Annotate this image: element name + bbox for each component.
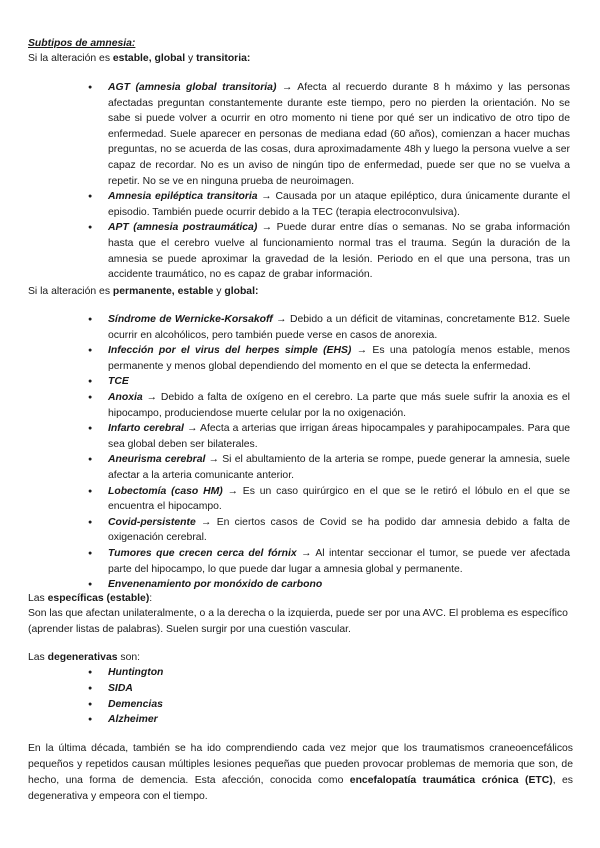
item-text: → Es una patología menos estable, menos permanente y menos global dependiendo del momento en el que se detecta la enfermedad. — [108, 345, 570, 372]
degenerative-prefix: Las — [28, 652, 48, 663]
item-term: Infección por el virus del herpes simple (EHS) — [108, 345, 352, 357]
item-text: → Al intentar seccionar el tumor, se puede ver afectada parte del hipocampo, lo que puede dar lugar a amnesia global y permanente. — [108, 547, 570, 575]
intro-permanent — [28, 284, 258, 300]
item-text: → Causada por un ataque epiléptico, dura únicamente durante el episodio. También puede ocurrir debido a la TEC (terapia electroconvulsiva). — [108, 191, 570, 218]
list-item — [108, 484, 570, 515]
closing-text: En la última década, también se ha ido comprendiendo cada vez mejor que los traumatismos craneoencefálicos pequeños y repetidos causan múltiples lesiones pequeñas que pueden provocar problemas de memoria que son, de hecho, una forma de demencia. Esta afección, conocida como — [28, 743, 573, 786]
permanent-list — [108, 312, 570, 593]
degenerative-heading — [28, 650, 140, 666]
closing-bold: encefalopatía traumática crónica (ETC) — [349, 775, 553, 786]
list-item — [108, 697, 570, 713]
intro-transient-bold2: transitoria — [196, 53, 247, 64]
degenerative-suffix: son: — [117, 652, 141, 663]
item-text: → Es un caso quirúrgico en el que se le retiró el lóbulo en el que se encuentra el hipocampo. — [108, 485, 570, 513]
item-term: SIDA — [108, 682, 133, 694]
transient-list — [108, 80, 570, 283]
intro-permanent-bold: permanente, estable — [112, 286, 214, 297]
item-term: Demencias — [108, 698, 163, 710]
list-item — [108, 515, 570, 546]
list-item — [108, 681, 570, 697]
item-text: → Debido a falta de oxígeno en el cerebro. La parte que más suele sufrir la anoxia es el hipocampo, produciendose muerte celular por la no oxigenación. — [108, 391, 570, 419]
list-item — [108, 189, 570, 220]
list-item — [108, 312, 570, 343]
list-item — [108, 220, 570, 282]
item-term: Lobectomía (caso HM) — [108, 485, 223, 497]
intro-transient-mid: y — [185, 53, 197, 64]
closing-suffix: , es degenerativa y empeora con el tiempo. — [28, 775, 573, 802]
specific-heading — [28, 591, 152, 607]
item-term: AGT (amnesia global transitoria) — [108, 82, 277, 93]
item-term: Amnesia epiléptica transitoria — [108, 191, 258, 203]
item-term: Envenenamiento por monóxido de carbono — [108, 579, 323, 591]
item-term: Alzheimer — [108, 714, 158, 726]
item-text: → En ciertos casos de Covid se ha podido dar amnesia debido a falta de oxigenación cerebral. — [108, 516, 570, 544]
list-item — [108, 712, 570, 728]
item-term: Huntington — [108, 667, 164, 678]
item-text: → Afecta al recuerdo durante 8 h máximo y las personas afectadas preguntan constantemente durante este tiempo, pero no pierden la orientación. No se sabe si puede volver a ocurrir en otro momento ni tiene por qué ser un indicativo de otro tipo de enfermedad. Suele aparecer en personas de mediana edad (60 años), comienzan a hacer muchas preguntas, no se acuerda de las cosas, dura aproximadamente 48h y luego la persona vuelve a ser capaz de recordar. No es un aviso de ningún tipo de enfermedad, puede ser que no se vuelva a repetir. No se ve en ninguna prueba de neuroimagen. — [108, 82, 570, 187]
degenerative-bold: degenerativas — [47, 652, 118, 663]
intro-transient-suffix: : — [246, 53, 251, 64]
item-term: Aneurisma cerebral — [108, 454, 206, 466]
specific-suffix: : — [149, 593, 153, 604]
intro-permanent-prefix: Si la alteración es — [28, 286, 113, 297]
intro-permanent-bold2: global — [224, 286, 255, 297]
list-item — [108, 452, 570, 483]
list-item — [108, 343, 570, 374]
item-text: → Si el abultamiento de la arteria se rompe, puede generar la amnesia, suele afectar a la arteria comunicante anterior. — [108, 454, 570, 481]
list-item — [108, 577, 570, 593]
item-text: → Puede durar entre días o semanas. No se graba información hasta que el cerebro vuelve al funcionamiento normal tras el trauma. Según la duración de la amnesia se puede aproximar la gravedad de la lesión. Periodo en el que una persona, tras un accidente traumático, no es capaz de grabar información. — [108, 222, 571, 281]
item-term: Anoxia — [108, 391, 143, 403]
list-item — [108, 421, 570, 452]
item-text: → Debido a un déficit de vitaminas, concretamente B12. Suele ocurrir en alcohólicos, pero también puede verse en casos de anorexia. — [108, 314, 570, 341]
list-item — [108, 390, 570, 421]
item-term: Covid-persistente — [108, 516, 196, 528]
intro-transient — [28, 51, 250, 67]
closing-paragraph — [28, 741, 573, 805]
item-term: APT (amnesia postraumática) — [108, 222, 258, 234]
item-term: Infarto cerebral — [108, 423, 184, 435]
degenerative-list — [108, 665, 570, 728]
intro-permanent-mid: y — [213, 286, 225, 297]
specific-prefix: Las — [28, 593, 48, 604]
specific-bold: específicas (estable) — [47, 593, 150, 604]
list-item — [108, 546, 570, 577]
intro-transient-bold: estable, global — [112, 53, 186, 64]
list-item — [108, 80, 570, 189]
list-item — [108, 374, 570, 390]
item-term: TCE — [108, 376, 129, 388]
list-item — [108, 665, 570, 681]
item-text: → Afecta a arterias que irrigan áreas hipocampales y parahipocampales. Para que sea global deben ser bilaterales. — [108, 423, 571, 450]
intro-transient-prefix: Si la alteración es — [28, 53, 113, 64]
item-term: Tumores que crecen cerca del fórnix — [108, 547, 297, 559]
intro-permanent-suffix: : — [254, 286, 259, 297]
section-title: Subtipos de amnesia: — [28, 38, 136, 49]
item-term: Síndrome de Wernicke-Korsakoff — [108, 314, 273, 325]
specific-text: Son las que afectan unilateralmente, o a la derecha o la izquierda, puede ser por una AVC. El problema es específico (aprender listas de palabras). Suelen surgir por una cuestión vascular. — [28, 608, 568, 635]
